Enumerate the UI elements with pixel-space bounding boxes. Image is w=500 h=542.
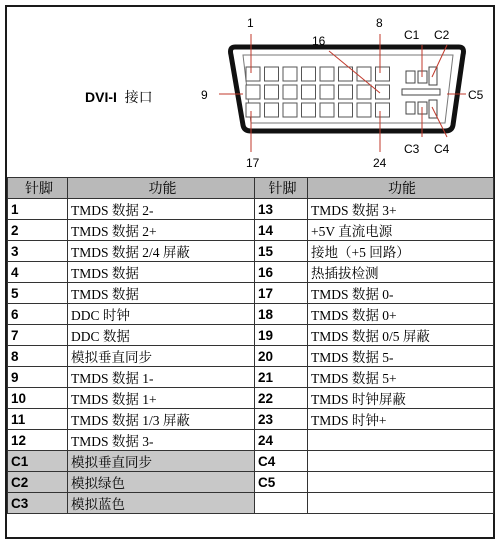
pin-label-c3: C3 bbox=[404, 142, 420, 156]
pin-function-left: TMDS 数据 bbox=[68, 283, 255, 304]
pin-function-right: TMDS 数据 5- bbox=[308, 346, 494, 367]
pin-function-left: TMDS 数据 2/4 屏蔽 bbox=[68, 241, 255, 262]
pin-number-right: 17 bbox=[255, 283, 308, 304]
pin-number-left: 6 bbox=[8, 304, 68, 325]
pin-function-left: TMDS 数据 bbox=[68, 262, 255, 283]
pin-number-right: 15 bbox=[255, 241, 308, 262]
pin-number-right: 21 bbox=[255, 367, 308, 388]
pin-number-left: 10 bbox=[8, 388, 68, 409]
pin-function-right: TMDS 时钟+ bbox=[308, 409, 494, 430]
pin-square bbox=[246, 67, 260, 81]
table-row bbox=[8, 199, 494, 220]
table-row bbox=[8, 409, 494, 430]
pin-square bbox=[376, 85, 390, 99]
pin-number-left: C2 bbox=[8, 472, 68, 493]
pin-number-left: 5 bbox=[8, 283, 68, 304]
pin-number-right: 18 bbox=[255, 304, 308, 325]
pin-square bbox=[246, 103, 260, 117]
pin-square bbox=[376, 103, 390, 117]
pin-number-left: 9 bbox=[8, 367, 68, 388]
pin-function-left: DDC 时钟 bbox=[68, 304, 255, 325]
pin-number-right: C5 bbox=[255, 472, 308, 493]
pin-label-c5: C5 bbox=[468, 88, 484, 102]
pin-number-right: 19 bbox=[255, 325, 308, 346]
pin-function-right: 热插拔检测 bbox=[308, 262, 494, 283]
pinout-table-body bbox=[8, 199, 494, 514]
pin-number-left: 12 bbox=[8, 430, 68, 451]
pin-label-8: 8 bbox=[376, 16, 383, 30]
pin-function-right: TMDS 数据 3+ bbox=[308, 199, 494, 220]
pin-number-left: 2 bbox=[8, 220, 68, 241]
pin-label-17: 17 bbox=[246, 156, 260, 170]
pin-function-right: +5V 直流电源 bbox=[308, 220, 494, 241]
pinout-sheet bbox=[5, 5, 495, 539]
analog-pin-block bbox=[402, 67, 440, 118]
pin-function-left: TMDS 数据 1/3 屏蔽 bbox=[68, 409, 255, 430]
table-row bbox=[8, 388, 494, 409]
table-row bbox=[8, 304, 494, 325]
pin-function-right: TMDS 数据 5+ bbox=[308, 367, 494, 388]
pin-number-left: 11 bbox=[8, 409, 68, 430]
pin-number-left: 7 bbox=[8, 325, 68, 346]
pin-function-right bbox=[308, 430, 494, 451]
table-header-row bbox=[8, 178, 494, 199]
table-row bbox=[8, 493, 494, 514]
pin-function-left: TMDS 数据 2+ bbox=[68, 220, 255, 241]
header-pin-right: 针脚 bbox=[255, 178, 308, 199]
table-row bbox=[8, 283, 494, 304]
pin-square bbox=[265, 67, 279, 81]
table-row bbox=[8, 451, 494, 472]
pin-number-right: 23 bbox=[255, 409, 308, 430]
pin-square bbox=[376, 67, 390, 81]
header-function-left: 功能 bbox=[68, 178, 255, 199]
pin-square bbox=[283, 85, 297, 99]
pin-function-right: 接地（+5 回路） bbox=[308, 241, 494, 262]
pin-label-9: 9 bbox=[201, 88, 208, 102]
pin-function-left: 模拟垂直同步 bbox=[68, 451, 255, 472]
table-row bbox=[8, 220, 494, 241]
pin-square bbox=[320, 103, 334, 117]
pin-label-c2: C2 bbox=[434, 28, 450, 42]
pin-function-left: 模拟蓝色 bbox=[68, 493, 255, 514]
pin-function-right: TMDS 数据 0+ bbox=[308, 304, 494, 325]
pin-square bbox=[320, 67, 334, 81]
table-row bbox=[8, 367, 494, 388]
pin-function-left: TMDS 数据 2- bbox=[68, 199, 255, 220]
pin-label-c4: C4 bbox=[434, 142, 450, 156]
pin-number-left: 8 bbox=[8, 346, 68, 367]
pin-number-right: 14 bbox=[255, 220, 308, 241]
header-function-right: 功能 bbox=[308, 178, 494, 199]
pin-label-24: 24 bbox=[373, 156, 387, 170]
pin-square bbox=[302, 85, 316, 99]
pin-square bbox=[302, 67, 316, 81]
pin-function-right: TMDS 数据 0/5 屏蔽 bbox=[308, 325, 494, 346]
pin-label-c1: C1 bbox=[404, 28, 420, 42]
pin-square bbox=[265, 103, 279, 117]
pin-number-left: 4 bbox=[8, 262, 68, 283]
pin-square bbox=[302, 103, 316, 117]
pin-number-right: 16 bbox=[255, 262, 308, 283]
pin-number-right: 20 bbox=[255, 346, 308, 367]
connector-diagram-area bbox=[7, 7, 493, 179]
pin-function-left: 模拟垂直同步 bbox=[68, 346, 255, 367]
pin-number-right: 13 bbox=[255, 199, 308, 220]
pin-number-left: C3 bbox=[8, 493, 68, 514]
pin-square bbox=[357, 103, 371, 117]
pin-function-right: TMDS 数据 0- bbox=[308, 283, 494, 304]
pinout-table bbox=[7, 177, 494, 514]
pin-function-right bbox=[308, 493, 494, 514]
pin-square bbox=[320, 85, 334, 99]
table-row bbox=[8, 472, 494, 493]
table-row bbox=[8, 346, 494, 367]
pin-function-right: TMDS 时钟屏蔽 bbox=[308, 388, 494, 409]
pin-number-right bbox=[255, 493, 308, 514]
pin-label-16: 16 bbox=[312, 34, 326, 48]
pin-function-left: TMDS 数据 1- bbox=[68, 367, 255, 388]
table-row bbox=[8, 241, 494, 262]
pin-function-left: TMDS 数据 3- bbox=[68, 430, 255, 451]
connector-name: DVI-I bbox=[85, 89, 117, 105]
pin-function-left: DDC 数据 bbox=[68, 325, 255, 346]
pin-square bbox=[357, 85, 371, 99]
dvi-connector-diagram bbox=[7, 7, 493, 179]
pin-number-left: 1 bbox=[8, 199, 68, 220]
pin-square bbox=[246, 85, 260, 99]
pin-function-right bbox=[308, 451, 494, 472]
pin-square bbox=[283, 67, 297, 81]
pin-number-right: 22 bbox=[255, 388, 308, 409]
pin-number-left: 3 bbox=[8, 241, 68, 262]
connector-label: 接口 bbox=[124, 89, 153, 105]
pin-function-left: 模拟绿色 bbox=[68, 472, 255, 493]
header-pin-left: 针脚 bbox=[8, 178, 68, 199]
pin-function-right bbox=[308, 472, 494, 493]
pin-square bbox=[265, 85, 279, 99]
pin-square bbox=[339, 85, 353, 99]
pin-function-left: TMDS 数据 1+ bbox=[68, 388, 255, 409]
pin-square bbox=[283, 103, 297, 117]
pin-label-1: 1 bbox=[247, 16, 254, 30]
pin-number-right: C4 bbox=[255, 451, 308, 472]
pin-number-left: C1 bbox=[8, 451, 68, 472]
pin-square bbox=[339, 103, 353, 117]
table-row bbox=[8, 325, 494, 346]
pin-number-right: 24 bbox=[255, 430, 308, 451]
table-row bbox=[8, 262, 494, 283]
pin-square bbox=[357, 67, 371, 81]
table-row bbox=[8, 430, 494, 451]
